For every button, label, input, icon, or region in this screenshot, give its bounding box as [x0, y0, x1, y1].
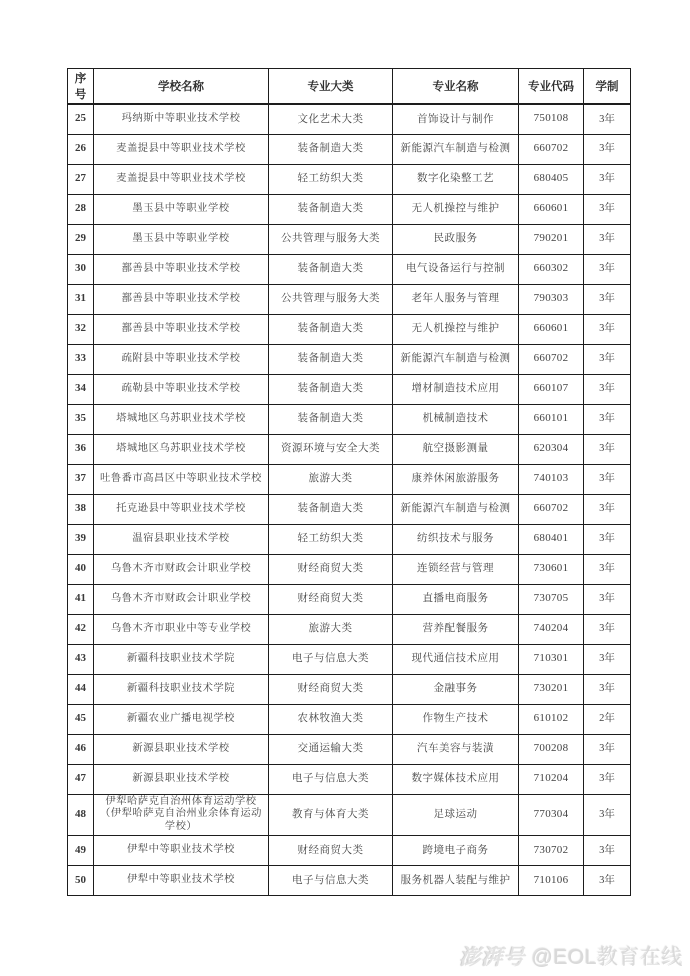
- cell-seq: 32: [68, 314, 94, 344]
- cell-category: 电子与信息大类: [269, 644, 393, 674]
- cell-school: 麦盖提县中等职业技术学校: [94, 134, 269, 164]
- cell-category: 装备制造大类: [269, 134, 393, 164]
- cell-duration: 3年: [584, 794, 631, 836]
- cell-category: 交通运输大类: [269, 734, 393, 764]
- cell-seq: 37: [68, 464, 94, 494]
- cell-school: 塔城地区乌苏职业技术学校: [94, 404, 269, 434]
- cell-seq: 40: [68, 554, 94, 584]
- cell-major: 无人机操控与维护: [393, 194, 519, 224]
- cell-school: 疏附县中等职业技术学校: [94, 344, 269, 374]
- cell-code: 660107: [519, 374, 584, 404]
- cell-category: 轻工纺织大类: [269, 164, 393, 194]
- cell-duration: 3年: [584, 644, 631, 674]
- cell-school: 乌鲁木齐市财政会计职业学校: [94, 584, 269, 614]
- cell-code: 660302: [519, 254, 584, 284]
- cell-major: 营养配餐服务: [393, 614, 519, 644]
- column-header: 专业大类: [269, 69, 393, 105]
- table-row: [68, 644, 631, 674]
- cell-duration: 3年: [584, 764, 631, 794]
- cell-duration: 3年: [584, 674, 631, 704]
- cell-school: 鄯善县中等职业技术学校: [94, 254, 269, 284]
- table-row: [68, 224, 631, 254]
- cell-major: 增材制造技术应用: [393, 374, 519, 404]
- cell-category: 财经商贸大类: [269, 836, 393, 866]
- cell-school: 吐鲁番市高昌区中等职业技术学校: [94, 464, 269, 494]
- cell-category: 农林牧渔大类: [269, 704, 393, 734]
- cell-category: 装备制造大类: [269, 344, 393, 374]
- cell-seq: 35: [68, 404, 94, 434]
- cell-category: 文化艺术大类: [269, 104, 393, 134]
- cell-school: 鄯善县中等职业技术学校: [94, 314, 269, 344]
- cell-duration: 3年: [584, 614, 631, 644]
- cell-seq: 50: [68, 866, 94, 896]
- cell-category: 装备制造大类: [269, 404, 393, 434]
- cell-code: 790303: [519, 284, 584, 314]
- cell-category: 装备制造大类: [269, 314, 393, 344]
- cell-code: 700208: [519, 734, 584, 764]
- cell-duration: 3年: [584, 164, 631, 194]
- cell-seq: 49: [68, 836, 94, 866]
- table-row: [68, 314, 631, 344]
- cell-category: 轻工纺织大类: [269, 524, 393, 554]
- cell-seq: 43: [68, 644, 94, 674]
- watermark: [460, 941, 683, 971]
- table-row: [68, 866, 631, 896]
- cell-duration: 3年: [584, 254, 631, 284]
- cell-seq: 44: [68, 674, 94, 704]
- table-row: [68, 464, 631, 494]
- cell-school: 乌鲁木齐市财政会计职业学校: [94, 554, 269, 584]
- cell-code: 730201: [519, 674, 584, 704]
- cell-code: 730705: [519, 584, 584, 614]
- cell-major: 现代通信技术应用: [393, 644, 519, 674]
- cell-major: 作物生产技术: [393, 704, 519, 734]
- cell-category: 旅游大类: [269, 614, 393, 644]
- cell-duration: 2年: [584, 704, 631, 734]
- cell-duration: 3年: [584, 314, 631, 344]
- cell-category: 电子与信息大类: [269, 866, 393, 896]
- cell-school: 新疆科技职业技术学院: [94, 674, 269, 704]
- cell-major: 新能源汽车制造与检测: [393, 134, 519, 164]
- table-row: [68, 404, 631, 434]
- table-row: [68, 584, 631, 614]
- cell-seq: 41: [68, 584, 94, 614]
- cell-code: 660601: [519, 194, 584, 224]
- cell-category: 公共管理与服务大类: [269, 284, 393, 314]
- table-row: [68, 794, 631, 836]
- cell-major: 民政服务: [393, 224, 519, 254]
- table-row: [68, 344, 631, 374]
- cell-major: 纺织技术与服务: [393, 524, 519, 554]
- table-row: [68, 254, 631, 284]
- cell-duration: 3年: [584, 344, 631, 374]
- cell-seq: 27: [68, 164, 94, 194]
- cell-major: 首饰设计与制作: [393, 104, 519, 134]
- cell-seq: 36: [68, 434, 94, 464]
- cell-major: 无人机操控与维护: [393, 314, 519, 344]
- cell-school: 塔城地区乌苏职业技术学校: [94, 434, 269, 464]
- cell-duration: 3年: [584, 104, 631, 134]
- cell-category: 装备制造大类: [269, 254, 393, 284]
- cell-seq: 30: [68, 254, 94, 284]
- cell-school: 墨玉县中等职业学校: [94, 224, 269, 254]
- cell-seq: 34: [68, 374, 94, 404]
- table-row: [68, 734, 631, 764]
- cell-duration: 3年: [584, 554, 631, 584]
- cell-major: 跨境电子商务: [393, 836, 519, 866]
- cell-code: 740103: [519, 464, 584, 494]
- cell-school: 玛纳斯中等职业技术学校: [94, 104, 269, 134]
- cell-major: 数字媒体技术应用: [393, 764, 519, 794]
- cell-seq: 46: [68, 734, 94, 764]
- table-row: [68, 284, 631, 314]
- cell-category: 教育与体育大类: [269, 794, 393, 836]
- cell-code: 660702: [519, 494, 584, 524]
- cell-school: 新源县职业技术学校: [94, 764, 269, 794]
- table-row: [68, 764, 631, 794]
- cell-duration: 3年: [584, 734, 631, 764]
- cell-seq: 33: [68, 344, 94, 374]
- cell-duration: 3年: [584, 836, 631, 866]
- cell-code: 680405: [519, 164, 584, 194]
- cell-category: 公共管理与服务大类: [269, 224, 393, 254]
- column-header: 学制: [584, 69, 631, 105]
- cell-school: 鄯善县中等职业技术学校: [94, 284, 269, 314]
- cell-duration: 3年: [584, 584, 631, 614]
- cell-school: 伊犁哈萨克自治州体育运动学校（伊犁哈萨克自治州业余体育运动学校）: [94, 794, 269, 836]
- watermark-handle: @EOL教育在线: [531, 946, 683, 969]
- cell-duration: 3年: [584, 194, 631, 224]
- cell-major: 新能源汽车制造与检测: [393, 494, 519, 524]
- table-body: [68, 104, 631, 896]
- cell-school: 新疆科技职业技术学院: [94, 644, 269, 674]
- cell-major: 汽车美容与装潢: [393, 734, 519, 764]
- column-header: 专业名称: [393, 69, 519, 105]
- cell-code: 730601: [519, 554, 584, 584]
- cell-duration: 3年: [584, 284, 631, 314]
- cell-code: 660702: [519, 344, 584, 374]
- school-major-table: [67, 68, 631, 896]
- cell-category: 装备制造大类: [269, 494, 393, 524]
- cell-code: 740204: [519, 614, 584, 644]
- cell-seq: 42: [68, 614, 94, 644]
- cell-major: 直播电商服务: [393, 584, 519, 614]
- cell-code: 710106: [519, 866, 584, 896]
- cell-seq: 48: [68, 794, 94, 836]
- cell-code: 680401: [519, 524, 584, 554]
- cell-seq: 26: [68, 134, 94, 164]
- cell-seq: 25: [68, 104, 94, 134]
- cell-category: 装备制造大类: [269, 374, 393, 404]
- column-header: 序号: [68, 69, 94, 105]
- cell-school: 新疆农业广播电视学校: [94, 704, 269, 734]
- cell-seq: 38: [68, 494, 94, 524]
- cell-duration: 3年: [584, 434, 631, 464]
- pengpai-logo: 澎湃号: [459, 945, 526, 969]
- cell-category: 资源环境与安全大类: [269, 434, 393, 464]
- cell-duration: 3年: [584, 494, 631, 524]
- cell-code: 770304: [519, 794, 584, 836]
- cell-duration: 3年: [584, 524, 631, 554]
- cell-major: 电气设备运行与控制: [393, 254, 519, 284]
- cell-category: 旅游大类: [269, 464, 393, 494]
- cell-school: 新源县职业技术学校: [94, 734, 269, 764]
- cell-code: 620304: [519, 434, 584, 464]
- table-row: [68, 194, 631, 224]
- cell-code: 660702: [519, 134, 584, 164]
- cell-major: 金融事务: [393, 674, 519, 704]
- cell-seq: 31: [68, 284, 94, 314]
- cell-duration: 3年: [584, 404, 631, 434]
- cell-school: 伊犁中等职业技术学校: [94, 836, 269, 866]
- cell-code: 610102: [519, 704, 584, 734]
- cell-category: 财经商贸大类: [269, 584, 393, 614]
- cell-code: 710301: [519, 644, 584, 674]
- cell-duration: 3年: [584, 464, 631, 494]
- cell-category: 装备制造大类: [269, 194, 393, 224]
- cell-school: 墨玉县中等职业学校: [94, 194, 269, 224]
- table-row: [68, 554, 631, 584]
- table-row: [68, 134, 631, 164]
- cell-category: 财经商贸大类: [269, 554, 393, 584]
- cell-category: 财经商贸大类: [269, 674, 393, 704]
- cell-major: 数字化染整工艺: [393, 164, 519, 194]
- cell-major: 足球运动: [393, 794, 519, 836]
- cell-school: 疏勒县中等职业技术学校: [94, 374, 269, 404]
- table-row: [68, 374, 631, 404]
- table-row: [68, 494, 631, 524]
- cell-code: 660101: [519, 404, 584, 434]
- cell-seq: 29: [68, 224, 94, 254]
- table-row: [68, 104, 631, 134]
- cell-major: 航空摄影测量: [393, 434, 519, 464]
- table-row: [68, 434, 631, 464]
- cell-school: 托克逊县中等职业技术学校: [94, 494, 269, 524]
- cell-school: 麦盖提县中等职业技术学校: [94, 164, 269, 194]
- cell-school: 伊犁中等职业技术学校: [94, 866, 269, 896]
- column-header: 专业代码: [519, 69, 584, 105]
- cell-school: 乌鲁木齐市职业中等专业学校: [94, 614, 269, 644]
- cell-major: 康养休闲旅游服务: [393, 464, 519, 494]
- cell-major: 机械制造技术: [393, 404, 519, 434]
- cell-code: 730702: [519, 836, 584, 866]
- cell-category: 电子与信息大类: [269, 764, 393, 794]
- table-row: [68, 614, 631, 644]
- cell-duration: 3年: [584, 134, 631, 164]
- table-header-row: [68, 69, 631, 105]
- cell-duration: 3年: [584, 374, 631, 404]
- cell-school: 温宿县职业技术学校: [94, 524, 269, 554]
- table-row: [68, 836, 631, 866]
- cell-major: 新能源汽车制造与检测: [393, 344, 519, 374]
- column-header: 学校名称: [94, 69, 269, 105]
- cell-major: 老年人服务与管理: [393, 284, 519, 314]
- cell-seq: 47: [68, 764, 94, 794]
- table-row: [68, 164, 631, 194]
- cell-seq: 45: [68, 704, 94, 734]
- cell-code: 710204: [519, 764, 584, 794]
- cell-duration: 3年: [584, 224, 631, 254]
- cell-seq: 39: [68, 524, 94, 554]
- cell-seq: 28: [68, 194, 94, 224]
- table-row: [68, 704, 631, 734]
- cell-major: 连锁经营与管理: [393, 554, 519, 584]
- table-row: [68, 674, 631, 704]
- cell-duration: 3年: [584, 866, 631, 896]
- cell-code: 660601: [519, 314, 584, 344]
- table-row: [68, 524, 631, 554]
- cell-code: 790201: [519, 224, 584, 254]
- cell-major: 服务机器人装配与维护: [393, 866, 519, 896]
- cell-code: 750108: [519, 104, 584, 134]
